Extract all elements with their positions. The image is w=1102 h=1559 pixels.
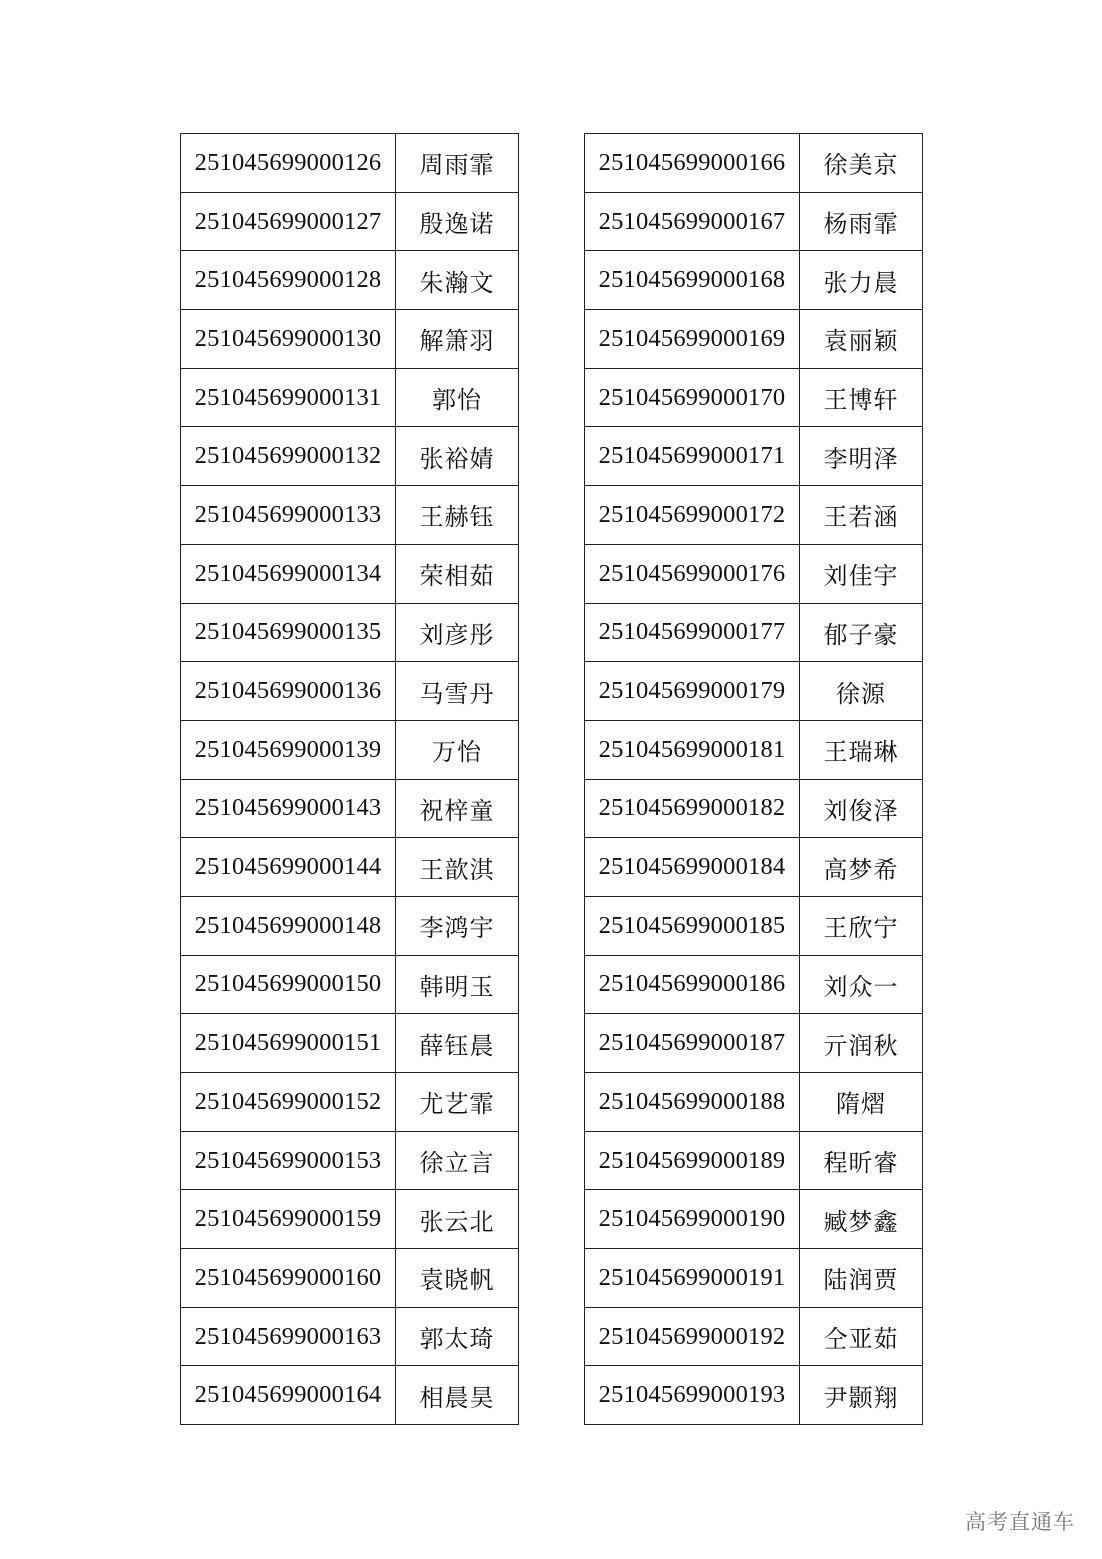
candidate-name: 王赫钰: [396, 486, 519, 545]
candidate-name: 尹颢翔: [800, 1366, 923, 1425]
candidate-name: 袁丽颖: [800, 310, 923, 369]
candidate-id: 251045699000135: [181, 603, 396, 662]
candidate-id: 251045699000136: [181, 662, 396, 721]
candidate-id: 251045699000188: [585, 1073, 800, 1132]
table-row: [181, 779, 519, 838]
table-row: [181, 427, 519, 486]
table-row: [585, 486, 923, 545]
candidate-id: 251045699000159: [181, 1190, 396, 1249]
candidate-id: 251045699000192: [585, 1307, 800, 1366]
table-row: [181, 310, 519, 369]
table-row: [585, 427, 923, 486]
candidate-id: 251045699000186: [585, 955, 800, 1014]
candidate-id: 251045699000126: [181, 134, 396, 193]
watermark-text: 高考直通车: [965, 1510, 1075, 1534]
candidate-id: 251045699000190: [585, 1190, 800, 1249]
table-row: [585, 1073, 923, 1132]
table-row: [585, 1366, 923, 1425]
candidate-name: 荣相茹: [396, 544, 519, 603]
candidate-name: 刘俊泽: [800, 779, 923, 838]
candidate-name: 王瑞琳: [800, 720, 923, 779]
candidate-name: 王欣宁: [800, 896, 923, 955]
table-row: [181, 662, 519, 721]
table-row: [181, 368, 519, 427]
candidate-id: 251045699000163: [181, 1307, 396, 1366]
table-row: [181, 134, 519, 193]
candidate-name: 徐源: [800, 662, 923, 721]
candidate-name: 王若涵: [800, 486, 923, 545]
candidate-id: 251045699000151: [181, 1014, 396, 1073]
candidate-name: 周雨霏: [396, 134, 519, 193]
candidate-name: 陆润贾: [800, 1249, 923, 1308]
candidate-id: 251045699000177: [585, 603, 800, 662]
candidate-name: 李明泽: [800, 427, 923, 486]
table-row: [181, 1073, 519, 1132]
table-row: [181, 955, 519, 1014]
candidate-id: 251045699000179: [585, 662, 800, 721]
candidate-id: 251045699000164: [181, 1366, 396, 1425]
candidate-id: 251045699000128: [181, 251, 396, 310]
candidate-id: 251045699000150: [181, 955, 396, 1014]
candidate-id: 251045699000184: [585, 838, 800, 897]
candidate-name: 相晨昊: [396, 1366, 519, 1425]
candidate-id: 251045699000166: [585, 134, 800, 193]
candidate-name: 仝亚茹: [800, 1307, 923, 1366]
candidate-id: 251045699000139: [181, 720, 396, 779]
table-row: [181, 192, 519, 251]
candidate-name: 郭太琦: [396, 1307, 519, 1366]
table-row: [585, 1190, 923, 1249]
table-row: [181, 1014, 519, 1073]
candidate-id: 251045699000170: [585, 368, 800, 427]
candidate-name: 殷逸诺: [396, 192, 519, 251]
candidate-name: 徐立言: [396, 1131, 519, 1190]
candidate-id: 251045699000127: [181, 192, 396, 251]
candidate-name: 韩明玉: [396, 955, 519, 1014]
table-row: [585, 251, 923, 310]
candidate-id: 251045699000193: [585, 1366, 800, 1425]
candidate-name: 王博轩: [800, 368, 923, 427]
candidate-id: 251045699000134: [181, 544, 396, 603]
candidate-name: 徐美京: [800, 134, 923, 193]
candidate-name: 刘众一: [800, 955, 923, 1014]
candidate-name: 高梦希: [800, 838, 923, 897]
table-row: [181, 896, 519, 955]
candidate-id: 251045699000168: [585, 251, 800, 310]
candidate-name: 张云北: [396, 1190, 519, 1249]
candidate-name: 程昕睿: [800, 1131, 923, 1190]
candidate-name: 王歆淇: [396, 838, 519, 897]
table-row: [181, 1131, 519, 1190]
table-row: [585, 368, 923, 427]
table-row: [181, 544, 519, 603]
right-roster-table: [584, 133, 923, 1425]
candidate-name: 郁子豪: [800, 603, 923, 662]
table-row: [585, 544, 923, 603]
table-row: [585, 720, 923, 779]
table-row: [181, 720, 519, 779]
candidate-id: 251045699000185: [585, 896, 800, 955]
candidate-id: 251045699000167: [585, 192, 800, 251]
candidate-name: 薛钰晨: [396, 1014, 519, 1073]
candidate-name: 隋熠: [800, 1073, 923, 1132]
candidate-id: 251045699000144: [181, 838, 396, 897]
table-row: [181, 1307, 519, 1366]
candidate-id: 251045699000169: [585, 310, 800, 369]
table-row: [585, 1014, 923, 1073]
table-row: [585, 662, 923, 721]
candidate-id: 251045699000131: [181, 368, 396, 427]
candidate-id: 251045699000143: [181, 779, 396, 838]
table-row: [585, 1307, 923, 1366]
left-roster-table: [180, 133, 519, 1425]
candidate-name: 解箫羽: [396, 310, 519, 369]
candidate-id: 251045699000176: [585, 544, 800, 603]
table-row: [585, 779, 923, 838]
candidate-name: 祝梓童: [396, 779, 519, 838]
candidate-name: 刘彦彤: [396, 603, 519, 662]
candidate-name: 张力晨: [800, 251, 923, 310]
table-row: [181, 486, 519, 545]
candidate-id: 251045699000191: [585, 1249, 800, 1308]
table-row: [181, 838, 519, 897]
candidate-name: 臧梦鑫: [800, 1190, 923, 1249]
table-row: [181, 1249, 519, 1308]
table-row: [585, 1249, 923, 1308]
table-row: [181, 251, 519, 310]
candidate-name: 万怡: [396, 720, 519, 779]
table-row: [585, 1131, 923, 1190]
candidate-name: 张裕婧: [396, 427, 519, 486]
candidate-id: 251045699000133: [181, 486, 396, 545]
candidate-name: 李鸿宇: [396, 896, 519, 955]
table-row: [585, 838, 923, 897]
candidate-name: 刘佳宇: [800, 544, 923, 603]
candidate-name: 袁晓帆: [396, 1249, 519, 1308]
candidate-id: 251045699000171: [585, 427, 800, 486]
table-row: [181, 603, 519, 662]
table-row: [585, 310, 923, 369]
table-row: [585, 134, 923, 193]
candidate-name: 朱瀚文: [396, 251, 519, 310]
candidate-id: 251045699000132: [181, 427, 396, 486]
candidate-name: 尤艺霏: [396, 1073, 519, 1132]
candidate-name: 杨雨霏: [800, 192, 923, 251]
candidate-id: 251045699000187: [585, 1014, 800, 1073]
table-row: [585, 955, 923, 1014]
candidate-name: 马雪丹: [396, 662, 519, 721]
candidate-id: 251045699000160: [181, 1249, 396, 1308]
candidate-id: 251045699000152: [181, 1073, 396, 1132]
candidate-id: 251045699000181: [585, 720, 800, 779]
table-row: [585, 896, 923, 955]
candidate-id: 251045699000130: [181, 310, 396, 369]
candidate-name: 郭怡: [396, 368, 519, 427]
table-row: [181, 1190, 519, 1249]
table-row: [585, 603, 923, 662]
table-row: [585, 192, 923, 251]
candidate-id: 251045699000148: [181, 896, 396, 955]
candidate-id: 251045699000153: [181, 1131, 396, 1190]
candidate-id: 251045699000182: [585, 779, 800, 838]
candidate-name: 亓润秋: [800, 1014, 923, 1073]
candidate-id: 251045699000172: [585, 486, 800, 545]
table-row: [181, 1366, 519, 1425]
candidate-id: 251045699000189: [585, 1131, 800, 1190]
